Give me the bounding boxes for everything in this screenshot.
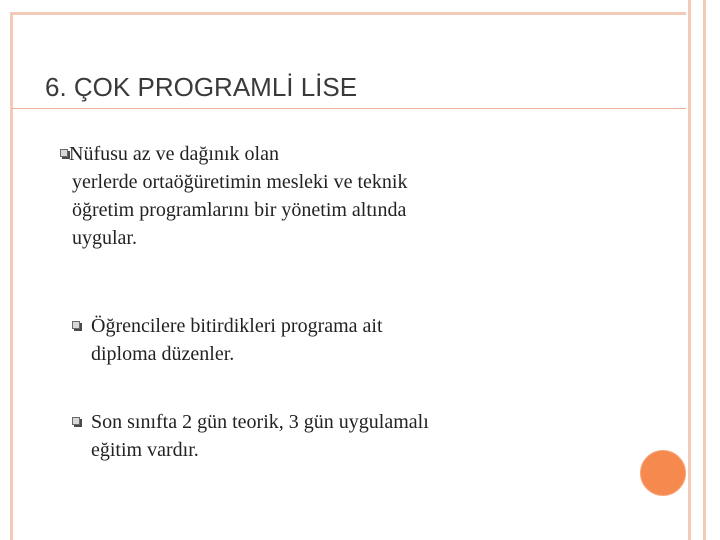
bullet-2-line-2: diploma düzenler. [91, 343, 235, 365]
slide-title: 6. ÇOK PROGRAMLİ LİSE [45, 72, 358, 102]
bullet-3-line-2: eğitim vardır. [91, 439, 199, 461]
bullet-3-line-1: Son sınıfta 2 gün teorik, 3 gün uygulamalı [91, 411, 429, 433]
bullet-3-row [72, 408, 592, 464]
bullet-item-1 [69, 140, 552, 252]
frame-right-outer-line [703, 0, 706, 540]
bullet-1-line-3: öğretim programlarını bir yönetim altında [72, 199, 407, 221]
bullet-1-line-4: uygular. [72, 227, 137, 249]
bullet-2-row [72, 312, 592, 368]
bullet-2-text [91, 312, 383, 368]
bullet-2-line-1: Öğrencilere bitirdikleri programa ait [91, 315, 383, 337]
frame-top-line [10, 12, 686, 15]
square-bullet-icon [72, 321, 83, 332]
frame-right-inner-line [688, 0, 691, 540]
bullet-1-line-1 [69, 140, 552, 168]
bullet-1-line-1-text: Nüfusu az ve dağınık olan [69, 143, 279, 165]
bullet-item-2 [72, 312, 592, 368]
bullet-3-text [91, 408, 429, 464]
bullet-item-3 [72, 408, 592, 464]
square-bullet-icon [72, 417, 83, 428]
decorative-circle-icon [640, 450, 686, 496]
frame-left-line [10, 12, 13, 540]
title-divider [12, 108, 686, 109]
bullet-1-line-2: yerlerde ortaöğüretimin mesleki ve teknik [72, 171, 408, 193]
